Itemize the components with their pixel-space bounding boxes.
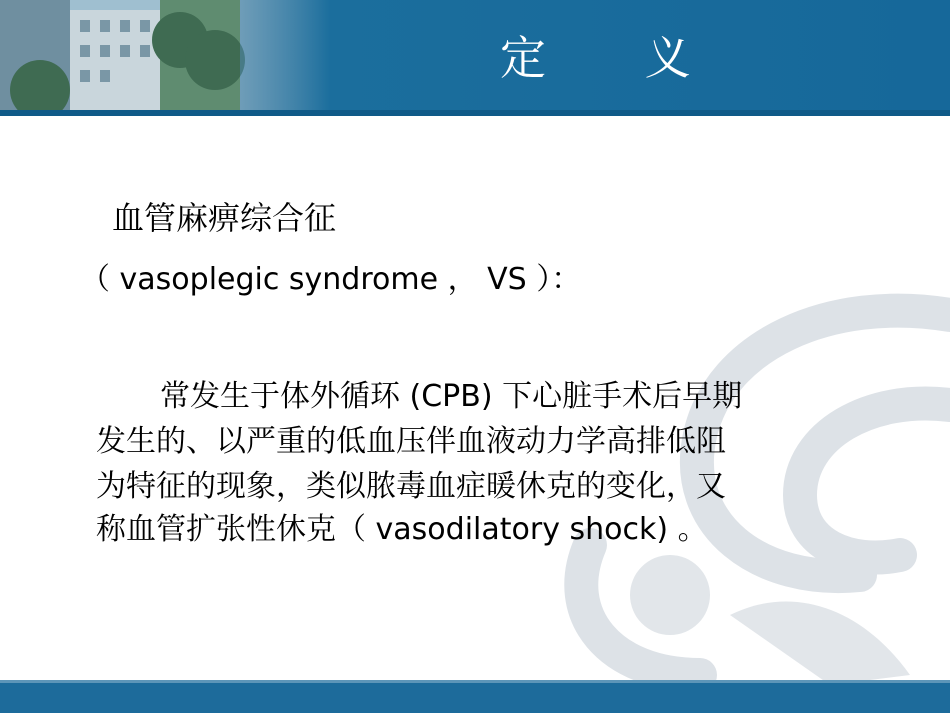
paragraph-line: 为特征的现象，类似脓毒血症暖休克的变化，又 xyxy=(96,469,726,504)
slide-header xyxy=(0,0,950,116)
header-divider xyxy=(0,110,950,116)
slide-title: 定 义 xyxy=(500,31,733,85)
slide-heading: 血管麻痹综合征 xyxy=(112,199,337,237)
slide-subheading: （ vasoplegic syndrome ， VS ）： xyxy=(80,262,582,297)
paragraph-line: 常发生于体外循环 (CPB) 下心脏手术后早期 xyxy=(160,379,743,414)
paragraph-line: 发生的、以严重的低血压伴血液动力学高排低阻 xyxy=(96,424,726,459)
paragraph-line: 称血管扩张性休克（ vasodilatory shock) 。 xyxy=(96,512,708,547)
building-photo xyxy=(0,0,330,116)
slide-footer xyxy=(0,683,950,713)
